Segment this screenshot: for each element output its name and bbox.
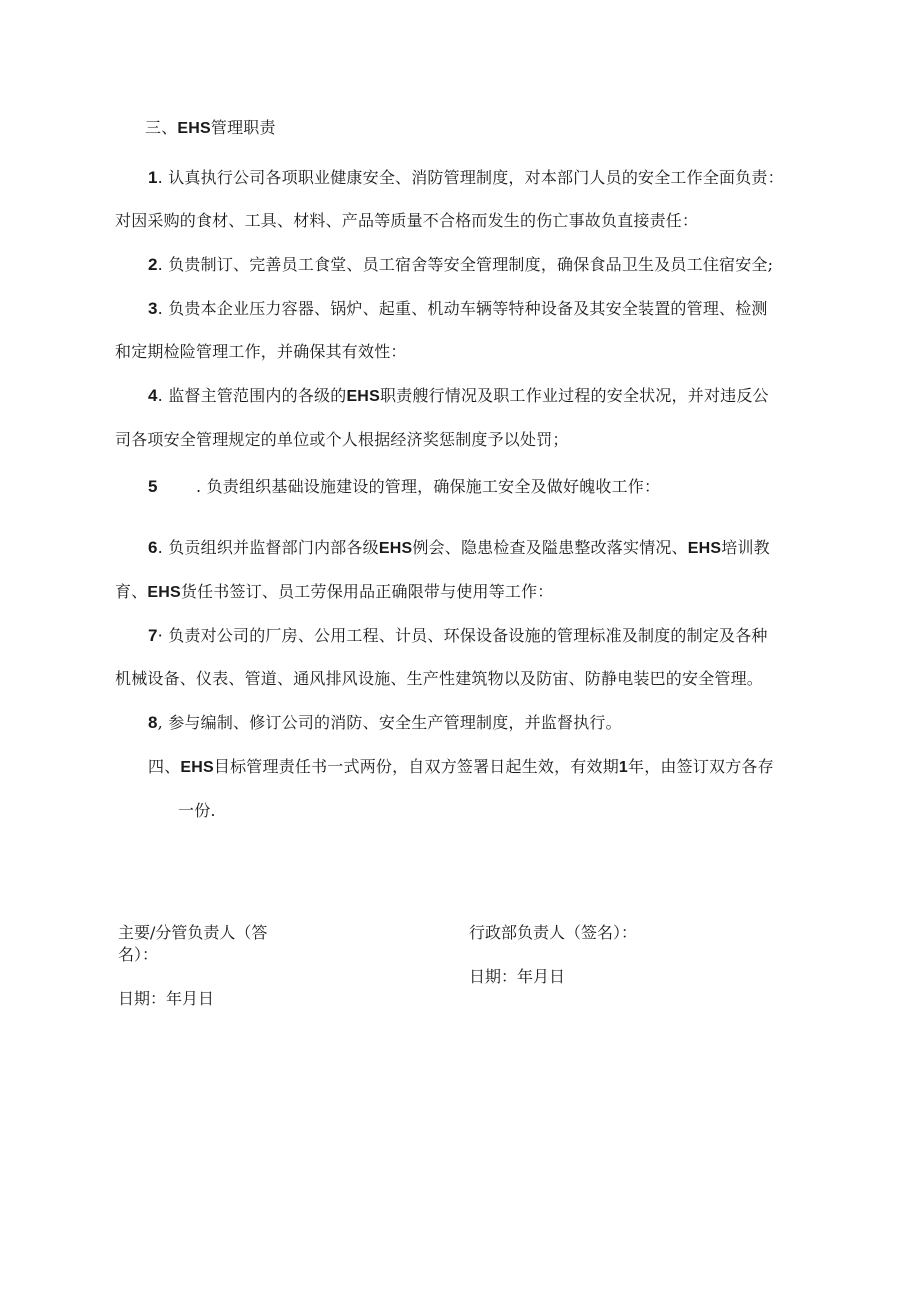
bold-token: EHS bbox=[687, 540, 722, 557]
left-signature-date: 日期：年月日 bbox=[118, 989, 215, 1008]
item-6-line-2: 育、EHS货任书签订、员工劳保用品正确限带与使用等工作： bbox=[115, 582, 554, 601]
item-7-line-1: 7· 负责对公司的厂房、公用工程、计员、环保设备设施的管理标准及制度的制定及各种 bbox=[148, 626, 768, 645]
item-4-number: 4 bbox=[148, 386, 158, 405]
item-1-number: 1 bbox=[148, 168, 158, 187]
item-5-line-1: 5 . 负责组织基础设施建设的管理，确保施工安全及做好魄收工作： bbox=[148, 477, 661, 496]
item-2-line-1: 2. 负贵制订、完善员工食堂、员工宿舍等安全管理制度，确保食品卫生及员工住宿安全; bbox=[148, 255, 774, 274]
section-4-line-2: 一份. bbox=[178, 801, 216, 820]
bold-token: EHS bbox=[378, 540, 413, 557]
item-3-line-2: 和定期检险管理工作，并确保其有效性： bbox=[115, 342, 407, 361]
item-8-number: 8 bbox=[148, 713, 158, 732]
section-4-line-1: 四、EHS目标管理责任书一式两份，自双方签署日起生效，有效期1年，由签订双方各存 bbox=[148, 757, 774, 776]
item-4-line-2: 司各项安全管理规定的单位或个人根据经济奖惩制度予以处罚； bbox=[115, 430, 569, 449]
bold-token: EHS bbox=[346, 388, 380, 405]
right-signature-label: 行政部负责人（签名）： bbox=[469, 923, 638, 942]
item-4-line-1: 4. 监督主管范围内的各级的EHS职责艘行情况及职工作业过程的安全状况，并对违反公 bbox=[148, 386, 769, 405]
item-1-line-1: 1. 认真执行公司各项职业健康安全、消防管理制度，对本部门人员的安全工作全面负责： bbox=[148, 168, 784, 187]
item-8-line-1: 8, 参与编制、修订公司的消防、安全生产管理制度，并监督执行。 bbox=[148, 713, 622, 732]
bold-token: EHS bbox=[180, 759, 214, 776]
item-3-line-1: 3. 负贵本企业压力容器、锅炉、起重、机动车辆等特种设备及其安全装置的管理、检测 bbox=[148, 299, 768, 318]
item-3-number: 3 bbox=[148, 299, 158, 318]
bold-token: 1 bbox=[618, 759, 629, 776]
item-7-line-2: 机械设备、仪表、管道、通风排风设施、生产性建筑物以及防宙、防静电装巴的安全管理。 bbox=[115, 669, 764, 688]
item-7-number: 7 bbox=[148, 626, 158, 645]
item-6-number: 6 bbox=[148, 538, 158, 557]
item-5-number: 5 bbox=[148, 477, 158, 496]
right-signature-date: 日期：年月日 bbox=[469, 967, 566, 986]
section-3-title: 三、EHS管理职责 bbox=[145, 118, 276, 137]
item-2-number: 2 bbox=[148, 255, 158, 274]
item-6-line-1: 6. 负贡组织并监督部门内部各级EHS例会、隐患检查及隘患整改落实情况、EHS培训教 bbox=[148, 538, 770, 557]
item-1-line-2: 对因采购的食材、工具、材料、产品等质量不合格而发生的伤亡事故负直接责任： bbox=[115, 211, 699, 230]
bold-token: EHS bbox=[177, 120, 211, 137]
left-signature-label-line-2: 名）： bbox=[118, 945, 159, 964]
left-signature-label-line-1: 主要/分管负责人（答 bbox=[118, 923, 268, 942]
bold-token: EHS bbox=[147, 584, 181, 601]
